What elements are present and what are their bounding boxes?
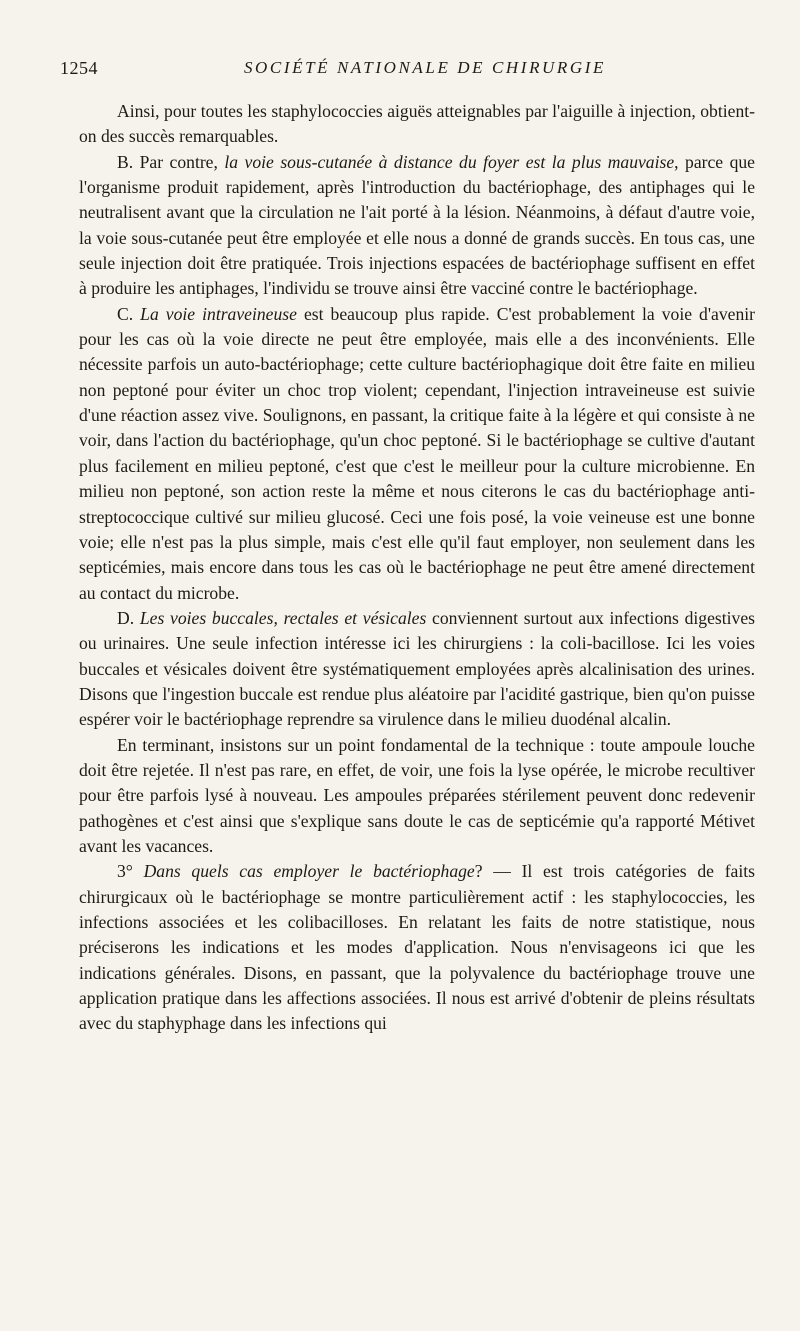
- para-text: C.: [117, 303, 141, 324]
- para-text: D.: [117, 607, 140, 628]
- body-text: [79, 99, 755, 1037]
- page-number: 1254: [60, 58, 98, 78]
- paragraph-staphylococcies: [79, 99, 755, 150]
- para-text: conviennent surtout aux infections digestives ou urinaires. Une seule infection intéresse ici les chirurgiens : la coli-bacillose. Ici les voies buccales et vésicales doivent être systématiquement employées après alcalinisation des urines. Disons que l'ingestion buccale est rendue plus aléatoire par l'acidité gastrique, bien qu'on puisse espérer voir le bactériophage reprendre sa virulence dans le milieu duodénal alcalin.: [79, 607, 755, 730]
- para-text: Ainsi, pour toutes les staphylococcies aiguës atteignables par l'aiguille à injection, obtient-on des succès remarquables.: [79, 101, 755, 147]
- paragraph-voie-sous-cutanee: [79, 150, 755, 302]
- paragraph-voie-intraveineuse: [79, 302, 755, 606]
- para-emphasis: Les voies buccales, rectales et vésicales: [139, 607, 427, 628]
- paragraph-indications: [79, 859, 755, 1036]
- page-header: [60, 58, 760, 82]
- para-text: En terminant, insistons sur un point fondamental de la technique : toute ampoule louche doit être rejetée. Il n'est pas rare, en effet, de voir, une fois la lyse opérée, le microbe recultiver pour être parfois lysé à nouveau. Les ampoules préparées stérilement peuvent donc redevenir pathogènes et c'est ainsi que s'explique sans doute le cas de septicémie qu'a rapporté Métivet avant les vacances.: [79, 734, 755, 856]
- para-text: 3°: [117, 861, 144, 882]
- para-text: , parce que l'organisme produit rapidement, après l'introduction du bactériophage, des antiphages qui le neutralisent avant que la circulation ne l'ait porté à la lésion. Néanmoins, à défaut d'autre voie, la voie sous-cutanée peut être employée et elle nous a donné de grands succès. En tous cas, une seule injection doit être pratiquée. Trois injections espacées de bactériophage suffisent en effet à produire les antiphages, l'individu se trouve ainsi être vacciné contre le bactériophage.: [79, 151, 755, 299]
- paragraph-voies-buccales: [79, 606, 755, 733]
- para-emphasis: Dans quels cas employer le bactériophage: [143, 861, 475, 882]
- running-title: SOCIÉTÉ NATIONALE DE CHIRURGIE: [243, 58, 607, 77]
- para-emphasis: la voie sous-cutanée à distance du foyer est la plus mauvaise: [224, 151, 675, 172]
- para-text: ? — Il est trois catégories de faits chirurgicaux où le bactériophage se montre particulièrement actif : les staphylococcies, les infections associées et les colibacilloses. En relatant les faits de notre statistique, nous préciserons les indications et les modes d'application. Nous n'envisageons ici que les indications générales. Disons, en passant, que la polyvalence du bactériophage trouve une application pratique dans les affections associées. Il nous est arrivé d'obtenir de pleins résultats avec du staphyphage dans les infections qui: [79, 861, 755, 1034]
- paragraph-technique: [79, 733, 755, 860]
- para-emphasis: La voie intraveineuse: [140, 303, 297, 324]
- para-text: B. Par contre,: [117, 151, 225, 172]
- para-text: est beaucoup plus rapide. C'est probablement la voie d'avenir pour les cas où la voie directe ne peut être employée, mais elle a des inconvénients. Elle nécessite parfois un auto-bactériophage; cette culture bactériophagique doit être faite en milieu non peptoné pour éviter un choc trop violent; cependant, l'injection intraveineuse est suivie d'une réaction assez vive. Soulignons, en passant, la critique faite à la légère et qui consiste à ne voir, dans l'action du bactériophage, qu'un choc peptoné. Si le bactériophage se cultive d'autant plus facilement en milieu peptoné, c'est que c'est le meilleur pour la culture microbienne. En milieu non peptoné, son action reste la même et nous citerons le cas du bactériophage anti-streptococcique cultivé sur milieu glucosé. Ceci une fois posé, la voie veineuse est une bonne voie; elle n'est pas la plus simple, mais c'est elle qu'il faut employer, non seulement dans les septicémies, mais encore dans tous les cas où le bactériophage ne peut être amené directement au contact du microbe.: [79, 303, 755, 603]
